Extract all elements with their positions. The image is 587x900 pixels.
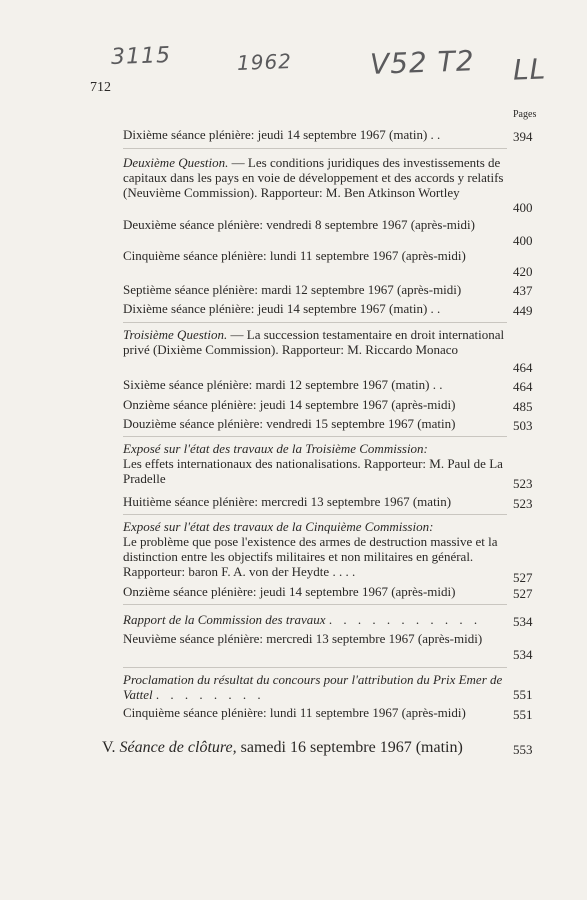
toc-page: 420	[513, 264, 533, 279]
toc-entry: Septième séance plénière: mardi 12 septembre 1967 (après-midi)	[123, 282, 462, 297]
toc-entry: Rapport de la Commission des travaux . . . . . . . . . . .	[123, 612, 482, 627]
toc-entry: Cinquième séance plénière: lundi 11 septembre 1967 (après-midi)	[123, 248, 466, 263]
closing-entry: V. Séance de clôture, samedi 16 septembre 1967 (matin)	[102, 739, 463, 756]
toc-page: 523	[513, 476, 533, 491]
toc-entry: Exposé sur l'état des travaux de la Troisième Commission: Les effets internationaux des nationalisations. Rapporteur: M. Paul de La Pradelle	[123, 441, 503, 486]
toc-entry: Troisième Question. — La succession testamentaire en droit international privé (Dixième Commission). Rapporteur: M. Riccardo Monaco	[123, 327, 505, 357]
toc-page: 400	[513, 233, 533, 248]
toc-page: 527	[513, 570, 533, 585]
toc-entry: Onzième séance plénière: jeudi 14 septembre 1967 (après-midi)	[123, 397, 456, 412]
toc-page: 523	[513, 496, 533, 511]
toc-entry: Exposé sur l'état des travaux de la Cinquième Commission: Le problème que pose l'existence des armes de destruction massive et la distinction entre les objectifs militaires et non militaires en général. Rapporteur: baron F. A. von der Heydte . . . .	[123, 519, 498, 579]
separator	[123, 436, 507, 437]
toc-entry: Douzième séance plénière: vendredi 15 septembre 1967 (matin)	[123, 416, 456, 431]
handwritten-note-1: 3115	[110, 42, 172, 71]
toc-entry: Proclamation du résultat du concours pour l'attribution du Prix Emer de Vattel . . . . . . . .	[123, 672, 503, 702]
toc-page: 527	[513, 586, 533, 601]
toc-entry: Cinquième séance plénière: lundi 11 septembre 1967 (après-midi)	[123, 705, 466, 720]
toc-page: 400	[513, 200, 533, 215]
toc-page: 551	[513, 707, 533, 722]
toc-entry: Huitième séance plénière: mercredi 13 septembre 1967 (matin)	[123, 494, 452, 509]
handwritten-note-2: 1962	[236, 49, 293, 75]
toc-page: 437	[513, 283, 533, 298]
toc-page: 485	[513, 399, 533, 414]
toc-entry: Dixième séance plénière: jeudi 14 septembre 1967 (matin) . .	[123, 127, 441, 142]
separator	[123, 514, 507, 515]
toc-entry: Deuxième séance plénière: vendredi 8 septembre 1967 (après-midi)	[123, 217, 475, 232]
toc-page: 394	[513, 129, 533, 144]
page-number: 712	[90, 80, 111, 95]
toc-page: 449	[513, 303, 533, 318]
toc-entry: Neuvième séance plénière: mercredi 13 septembre 1967 (après-midi)	[123, 631, 483, 646]
toc-page: 464	[513, 360, 533, 375]
separator	[123, 322, 507, 323]
toc-page: 534	[513, 614, 533, 629]
toc-page: 553	[513, 742, 533, 757]
separator	[123, 148, 507, 149]
separator	[123, 604, 507, 605]
toc-page: 534	[513, 647, 533, 662]
separator	[123, 667, 507, 668]
toc-entry: Onzième séance plénière: jeudi 14 septembre 1967 (après-midi)	[123, 584, 456, 599]
toc-entry: Dixième séance plénière: jeudi 14 septembre 1967 (matin) . .	[123, 301, 441, 316]
toc-entry: Deuxième Question. — Les conditions juridiques des investissements de capitaux dans les pays en voie de développement et des accords y relatifs (Neuvième Commission). Rapporteur: M. Ben Atkinson Wortley	[123, 155, 504, 200]
toc-page: 551	[513, 687, 533, 702]
pages-column-header: Pages	[513, 109, 537, 120]
handwritten-note-4: LL	[512, 52, 547, 87]
toc-entry: Sixième séance plénière: mardi 12 septembre 1967 (matin) . .	[123, 377, 443, 392]
handwritten-note-3: V52 T2	[369, 44, 476, 81]
toc-page: 464	[513, 379, 533, 394]
toc-page: 503	[513, 418, 533, 433]
